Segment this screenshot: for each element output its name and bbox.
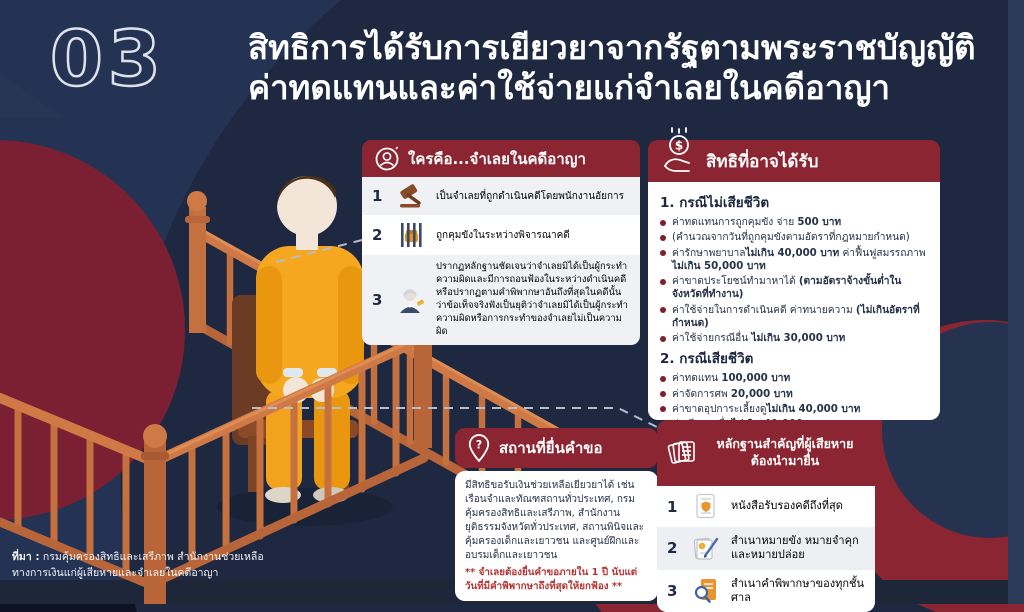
rights-bullet: ค่าขาดประโยชน์ทำมาหาได้ (ตามอัตราจ้างขั้นต่ำในจังหวัดที่ทำงาน) bbox=[660, 275, 931, 302]
svg-text:?: ? bbox=[475, 438, 483, 452]
who-item-1 bbox=[362, 177, 640, 215]
item-number: 1 bbox=[372, 187, 383, 205]
rights-panel-header bbox=[648, 140, 940, 182]
svg-text:$: $ bbox=[674, 138, 684, 153]
rights-bullet: ค่าจัดการศพ 20,000 บาท bbox=[660, 388, 931, 401]
evidence-item-text: หนังสือรับรองคดีถึงที่สุด bbox=[731, 499, 843, 513]
who-panel-title: ใครคือ...จำเลยในคดีอาญา bbox=[408, 149, 586, 168]
section-number-badge: 03 bbox=[50, 14, 166, 103]
bullet-dot bbox=[660, 250, 666, 256]
jail-icon bbox=[394, 221, 428, 249]
bullet-dot bbox=[660, 406, 666, 412]
pin-question-icon bbox=[467, 433, 491, 463]
who-item-2 bbox=[362, 215, 640, 255]
source-line2: ทางการเงินแก่ผู้เสียหายและจำเลยในคดีอาญา bbox=[12, 566, 219, 579]
rights-bullet: (คำนวณจากวันที่ถูกคุมขังตามอัตราที่กฎหมายกำหนด) bbox=[660, 231, 931, 244]
bullet-dot bbox=[660, 391, 666, 397]
place-note-text: ** จำเลยต้องยื่นคำขอภายใน 1 ปี นับแต่วันที่มีคำพิพากษาถึงที่สุดให้ยกฟ้อง ** bbox=[465, 567, 638, 592]
rights-bullet: ค่ารักษาพยาบาลไม่เกิน 40,000 บาท ค่าฟื้นฟูสมรรถภาพไม่เกิน 50,000 บาท bbox=[660, 247, 931, 274]
evidence-item-text: สำเนาคำพิพากษาของทุกชั้นศาล bbox=[731, 576, 865, 604]
documents-icon bbox=[667, 437, 699, 469]
place-panel-title: สถานที่ยื่นคำขอ bbox=[499, 439, 603, 457]
evidence-item-3 bbox=[657, 570, 875, 612]
panel-place-to-submit bbox=[455, 428, 658, 601]
place-panel-header bbox=[455, 428, 658, 468]
who-item-text: เป็นจำเลยที่ถูกดำเนินคดีโดยพนักงานอัยการ bbox=[436, 190, 625, 202]
bullet-dot bbox=[660, 336, 666, 342]
rights-bullet: ค่าใช้จ่ายกรณีอื่น ไม่เกิน 30,000 บาท bbox=[660, 332, 931, 345]
person-circle-icon bbox=[374, 146, 400, 172]
panel-evidence bbox=[657, 420, 875, 612]
rights-bullet: ค่าใช้จ่ายในการดำเนินคดี ค่าทนายความ (ไม่เกินอัตราที่กำหนด) bbox=[660, 304, 931, 331]
bullet-dot bbox=[660, 279, 666, 285]
page-title bbox=[248, 28, 976, 109]
rights-section-1-list bbox=[660, 216, 931, 345]
panel-rights bbox=[648, 140, 940, 420]
rights-section-2-heading: 2. กรณีเสียชีวิต bbox=[660, 351, 754, 368]
bullet-dot bbox=[660, 235, 666, 241]
rights-bullet: ค่าทดแทน 100,000 บาท bbox=[660, 372, 931, 385]
evidence-panel-title: หลักฐานสำคัญที่ผู้เสียหาย ต้องนำมายื่น bbox=[716, 436, 854, 468]
magnifier-doc-icon bbox=[689, 577, 723, 604]
rights-bullet: ค่าขาดอุปการะเลี้ยงดูไม่เกิน 40,000 บาท bbox=[660, 403, 931, 416]
page-title-line1: สิทธิการได้รับการเยียวยาจากรัฐตามพระราชบัญญัติ bbox=[248, 28, 976, 67]
hand-coin-icon bbox=[660, 128, 698, 183]
warrant-pen-icon bbox=[689, 535, 723, 562]
bullet-dot bbox=[660, 376, 666, 382]
item-number: 2 bbox=[667, 539, 678, 558]
evidence-panel-header bbox=[657, 420, 875, 486]
evidence-item-1 bbox=[657, 486, 875, 527]
gavel-icon bbox=[394, 183, 428, 209]
judge-icon bbox=[394, 285, 428, 315]
place-panel-body bbox=[455, 471, 658, 601]
rights-panel-body bbox=[648, 182, 940, 420]
item-number: 3 bbox=[372, 290, 383, 309]
bullet-dot bbox=[660, 307, 666, 313]
item-number: 3 bbox=[667, 581, 678, 600]
who-item-3 bbox=[362, 255, 640, 345]
source-text bbox=[12, 550, 264, 582]
rights-bullet: ค่าทดแทนการถูกคุมขัง จ่าย 500 บาท bbox=[660, 216, 931, 229]
certificate-icon bbox=[689, 493, 723, 520]
item-number: 2 bbox=[372, 226, 383, 244]
right-strip bbox=[1008, 0, 1024, 604]
who-item-text: ปรากฏหลักฐานชัดเจนว่าจำเลยมิได้เป็นผู้กระทำความผิดและมีการถอนฟ้องในระหว่างดำเนินคดี หรือปรากฏตามคำพิพากษาอันถึงที่สุดในคดีนั้นว่าข้อเท็จจริงฟังเป็นยุติว่าจำเลยมิได้เป็นผู้กระทำความผิดหรือการกระทำของจำเลยไม่เป็นความผิด bbox=[436, 261, 628, 337]
evidence-item-text: สำเนาหมายขัง หมายจำคุก และหมายปล่อย bbox=[731, 534, 859, 562]
page-title-line2: ค่าทดแทนและค่าใช้จ่ายแก่จำเลยในคดีอาญา bbox=[248, 68, 891, 108]
who-panel-header bbox=[362, 140, 640, 177]
evidence-item-2 bbox=[657, 527, 875, 570]
source-line1: ที่มา : กรมคุ้มครองสิทธิและเสรีภาพ สำนักงานช่วยเหลือ bbox=[12, 551, 264, 563]
rights-section-1-heading: 1. กรณีไม่เสียชีวิต bbox=[660, 195, 770, 211]
who-item-text: ถูกคุมขังในระหว่างพิจารณาคดี bbox=[436, 229, 570, 241]
panel-who-is-defendant bbox=[362, 140, 640, 345]
bullet-dot bbox=[660, 220, 666, 226]
item-number: 1 bbox=[667, 497, 678, 516]
rights-panel-title: สิทธิที่อาจได้รับ bbox=[706, 151, 819, 172]
place-body-text: มีสิทธิขอรับเงินช่วยเหลือเยียวยาได้ เช่น เรือนจำและทัณฑสถานทั่วประเทศ, กรมคุ้มครองสิทธิและเสรีภาพ, สำนักงานยุติธรรมจังหวัดทั่วประเทศ, สถานพินิจและคุ้มครองเด็กและเยาวชน และศูนย์ฝึกและอบรมเด็กและเยาวชน bbox=[465, 480, 645, 561]
